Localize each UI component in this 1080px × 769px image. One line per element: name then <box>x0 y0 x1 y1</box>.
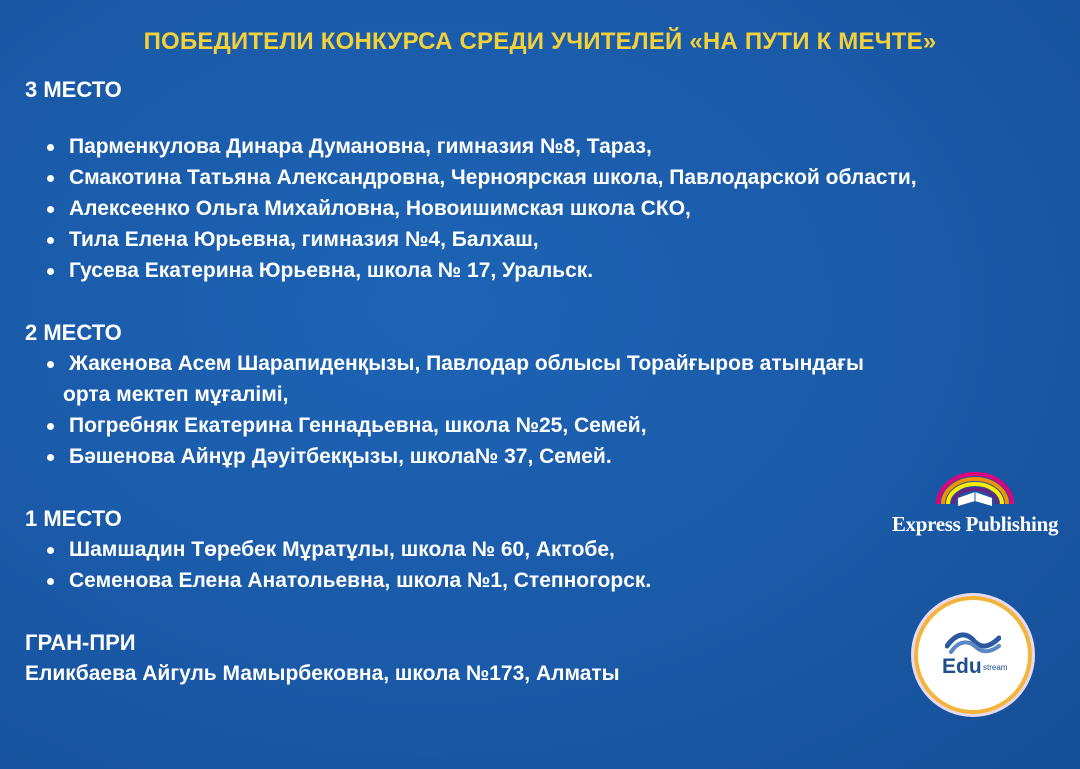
list-item-continuation: орта мектеп мұғалімі, <box>63 383 289 406</box>
list-item: Алексеенко Ольга Михайловна, Новоишимская школа СКО, <box>25 193 1080 224</box>
express-publishing-logo <box>890 468 1060 548</box>
list-item-text: Жакенова Асем Шарапиденқызы, Павлодар облысы Торайғыров атындағы <box>69 352 864 375</box>
list-item: Парменкулова Динара Думановна, гимназия №8, Тараз, <box>25 131 1080 162</box>
grand-prix-winner: Еликбаева Айгуль Мамырбековна, школа №173, Алматы <box>25 662 620 685</box>
edu-stream-logo <box>918 600 1028 710</box>
edu-text: Edu <box>942 655 982 678</box>
section-heading-grand-prix: ГРАН-ПРИ <box>25 630 136 655</box>
section-heading-1st: 1 МЕСТО <box>25 506 122 531</box>
wave-icon <box>945 626 1001 654</box>
list-item: Гусева Екатерина Юрьевна, школа № 17, Уральск. <box>25 255 1080 286</box>
list-item: Бәшенова Айнұр Дәуітбекқызы, школа№ 37, Семей. <box>25 441 1080 472</box>
list-item: Смакотина Татьяна Александровна, Черноярская школа, Павлодарской области, <box>25 162 1080 193</box>
list-item <box>25 348 1079 410</box>
express-publishing-name: Express Publishing <box>891 512 1059 536</box>
stream-text: stream <box>983 663 1008 672</box>
winners-list-3rd <box>25 131 1080 286</box>
list-item: Шамшадин Төребек Мұратұлы, школа № 60, Актобе, <box>25 534 1080 565</box>
section-heading-2nd: 2 МЕСТО <box>25 320 122 345</box>
winners-list-2nd <box>25 348 1080 472</box>
book-rainbow-icon <box>934 468 1016 508</box>
section-heading-3rd: 3 МЕСТО <box>25 77 122 102</box>
list-item: Погребняк Екатерина Геннадьевна, школа №25, Семей, <box>25 410 1080 441</box>
page-title: ПОБЕДИТЕЛИ КОНКУРСА СРЕДИ УЧИТЕЛЕЙ «НА ПУТИ К МЕЧТЕ» <box>143 28 937 55</box>
list-item: Тила Елена Юрьевна, гимназия №4, Балхаш, <box>25 224 1080 255</box>
list-item: Семенова Елена Анатольевна, школа №1, Степногорск. <box>25 565 1080 596</box>
winners-content <box>25 74 1080 689</box>
